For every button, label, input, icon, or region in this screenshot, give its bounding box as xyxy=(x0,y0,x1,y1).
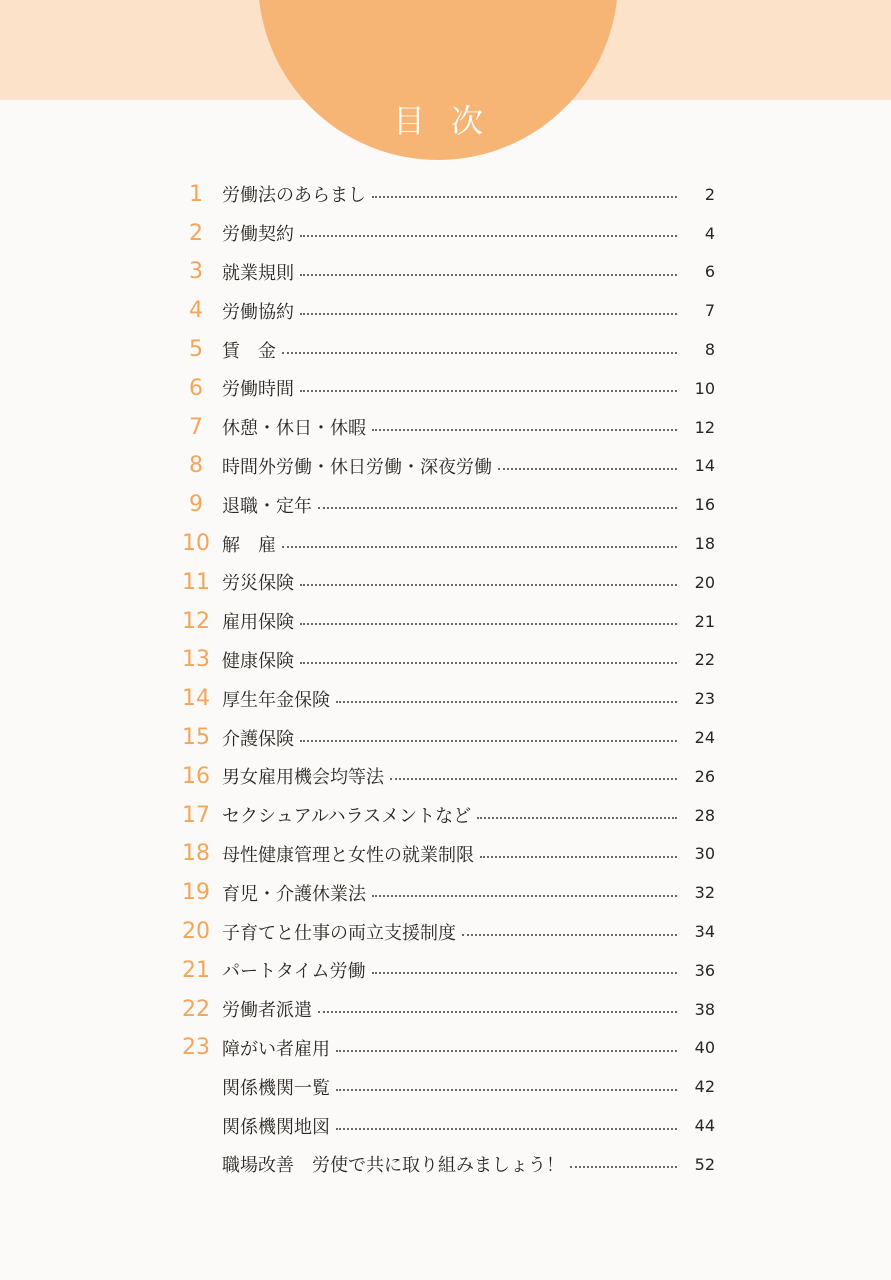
toc-dot-leader xyxy=(300,578,677,586)
toc-entry[interactable] xyxy=(170,408,715,447)
toc-entry[interactable] xyxy=(170,1145,715,1184)
toc-dot-leader xyxy=(480,850,677,858)
toc-entry-title: 労働時間 xyxy=(222,379,294,401)
toc-entry-page: 14 xyxy=(694,456,715,476)
toc-entry-number: 15 xyxy=(182,725,210,751)
toc-entry-title: 関係機関地図 xyxy=(222,1116,330,1138)
toc-entry-title: 労働契約 xyxy=(222,224,294,246)
toc-dot-leader xyxy=(372,190,677,198)
toc-entry-title: 休憩・休日・休暇 xyxy=(222,418,366,440)
toc-entry-page: 42 xyxy=(694,1077,715,1097)
toc-entry-number: 18 xyxy=(182,841,210,867)
toc-entry[interactable] xyxy=(170,718,715,757)
toc-dot-leader xyxy=(300,384,677,392)
toc-entry-title: 労働協約 xyxy=(222,301,294,323)
toc-entry-page: 7 xyxy=(704,301,715,321)
toc-entry[interactable] xyxy=(170,835,715,874)
toc-entry-title: セクシュアルハラスメントなど xyxy=(222,806,472,828)
toc-entry-title: 子育てと仕事の両立支援制度 xyxy=(222,922,456,944)
toc-entry-number: 17 xyxy=(182,802,210,828)
toc-dot-leader xyxy=(300,656,677,664)
toc-dot-leader xyxy=(498,462,677,470)
toc-entry-page: 38 xyxy=(694,999,715,1019)
toc-entry[interactable] xyxy=(170,175,715,214)
toc-dot-leader xyxy=(390,772,677,780)
toc-dot-leader xyxy=(372,889,677,897)
toc-entry[interactable] xyxy=(170,641,715,680)
toc-entry[interactable] xyxy=(170,757,715,796)
toc-entry-page: 36 xyxy=(694,960,715,980)
toc-entry-page: 23 xyxy=(694,689,715,709)
toc-dot-leader xyxy=(570,1160,677,1168)
toc-entry-page: 26 xyxy=(694,766,715,786)
toc-entry-title: 障がい者雇用 xyxy=(222,1038,330,1060)
toc-entry-page: 44 xyxy=(694,1116,715,1136)
toc-entry[interactable] xyxy=(170,291,715,330)
toc-dot-leader xyxy=(300,229,677,237)
page-title: 目次 xyxy=(392,102,509,140)
toc-dot-leader xyxy=(372,966,677,974)
toc-dot-leader xyxy=(336,1122,677,1130)
toc-entry-page: 10 xyxy=(694,378,715,398)
toc-entry[interactable] xyxy=(170,524,715,563)
toc-entry-title: 労働者派遣 xyxy=(222,1000,312,1022)
toc-entry-number: 9 xyxy=(189,492,203,518)
toc-entry[interactable] xyxy=(170,253,715,292)
toc-entry-page: 8 xyxy=(704,340,715,360)
toc-entry[interactable] xyxy=(170,602,715,641)
toc-entry-page: 2 xyxy=(704,184,715,204)
toc-entry-page: 28 xyxy=(694,805,715,825)
toc-entry[interactable] xyxy=(170,1029,715,1068)
toc-entry-title: 介護保険 xyxy=(222,728,294,750)
toc-entry-number: 22 xyxy=(182,996,210,1022)
toc-dot-leader xyxy=(477,811,677,819)
toc-entry-page: 12 xyxy=(694,417,715,437)
toc-dot-leader xyxy=(372,423,677,431)
toc-entry-number: 2 xyxy=(189,220,203,246)
toc-entry-title: 健康保険 xyxy=(222,650,294,672)
toc-entry-page: 32 xyxy=(694,883,715,903)
toc-entry[interactable] xyxy=(170,485,715,524)
toc-entry-page: 30 xyxy=(694,844,715,864)
toc-entry-title: 時間外労働・休日労働・深夜労働 xyxy=(222,456,492,478)
toc-dot-leader xyxy=(318,1005,677,1013)
toc-dot-leader xyxy=(300,307,677,315)
toc-entry-page: 6 xyxy=(704,262,715,282)
toc-entry[interactable] xyxy=(170,330,715,369)
toc-dot-leader xyxy=(336,1044,677,1052)
toc-entry-number: 10 xyxy=(182,531,210,557)
toc-entry-number: 19 xyxy=(182,880,210,906)
toc-entry-title: 母性健康管理と女性の就業制限 xyxy=(222,844,474,866)
toc-entry-title: 関係機関一覧 xyxy=(222,1077,330,1099)
toc-dot-leader xyxy=(318,501,677,509)
toc-entry-title: 雇用保険 xyxy=(222,612,294,634)
toc-entry-number: 21 xyxy=(182,957,210,983)
toc-entry[interactable] xyxy=(170,796,715,835)
toc-entry-title: 退職・定年 xyxy=(222,495,312,517)
toc-dot-leader xyxy=(336,695,677,703)
toc-entry-number: 13 xyxy=(182,647,210,673)
toc-dot-leader xyxy=(300,734,677,742)
toc-entry-page: 18 xyxy=(694,534,715,554)
toc-dot-leader xyxy=(300,268,677,276)
toc-entry-page: 22 xyxy=(694,650,715,670)
toc-entry-page: 52 xyxy=(694,1154,715,1174)
toc-entry-title: 育児・介護休業法 xyxy=(222,883,366,905)
toc-entry-title: 就業規則 xyxy=(222,262,294,284)
toc-entry-number: 1 xyxy=(189,181,203,207)
toc-entry[interactable] xyxy=(170,563,715,602)
toc-entry[interactable] xyxy=(170,679,715,718)
toc-entry-number: 5 xyxy=(189,337,203,363)
toc-entry[interactable] xyxy=(170,912,715,951)
toc-entry-number: 4 xyxy=(189,298,203,324)
toc-dot-leader xyxy=(336,1083,677,1091)
toc-entry-number: 8 xyxy=(189,453,203,479)
toc-entry-title: 厚生年金保険 xyxy=(222,689,330,711)
toc-entry-title: パートタイム労働 xyxy=(222,961,366,983)
toc-entry[interactable] xyxy=(170,369,715,408)
table-of-contents xyxy=(170,175,715,1184)
toc-entry[interactable] xyxy=(170,447,715,486)
toc-dot-leader xyxy=(462,928,677,936)
toc-entry-page: 16 xyxy=(694,495,715,515)
toc-entry-number: 12 xyxy=(182,608,210,634)
toc-entry-title: 職場改善 労使で共に取り組みましょう！ xyxy=(222,1155,564,1177)
toc-entry-number: 23 xyxy=(182,1035,210,1061)
toc-entry-page: 24 xyxy=(694,728,715,748)
toc-entry-page: 4 xyxy=(704,223,715,243)
toc-entry-number: 11 xyxy=(182,569,210,595)
toc-dot-leader xyxy=(282,540,677,548)
toc-entry-number: 14 xyxy=(182,686,210,712)
toc-entry-page: 34 xyxy=(694,922,715,942)
toc-entry-number: 6 xyxy=(189,375,203,401)
toc-entry-number: 7 xyxy=(189,414,203,440)
toc-entry-title: 男女雇用機会均等法 xyxy=(222,767,384,789)
toc-entry-number: 3 xyxy=(189,259,203,285)
toc-entry-number: 16 xyxy=(182,763,210,789)
toc-entry[interactable] xyxy=(170,1067,715,1106)
toc-entry-title: 労災保険 xyxy=(222,573,294,595)
toc-entry-page: 40 xyxy=(694,1038,715,1058)
toc-entry-title: 賃 金 xyxy=(222,340,276,362)
toc-entry-title: 解 雇 xyxy=(222,534,276,556)
toc-entry-number: 20 xyxy=(182,919,210,945)
toc-entry-page: 21 xyxy=(694,611,715,631)
toc-entry-title: 労働法のあらまし xyxy=(222,185,366,207)
toc-entry[interactable] xyxy=(170,951,715,990)
toc-entry[interactable] xyxy=(170,214,715,253)
toc-entry-page: 20 xyxy=(694,572,715,592)
toc-dot-leader xyxy=(282,346,677,354)
toc-entry[interactable] xyxy=(170,990,715,1029)
toc-entry[interactable] xyxy=(170,1106,715,1145)
toc-dot-leader xyxy=(300,617,677,625)
toc-entry[interactable] xyxy=(170,873,715,912)
